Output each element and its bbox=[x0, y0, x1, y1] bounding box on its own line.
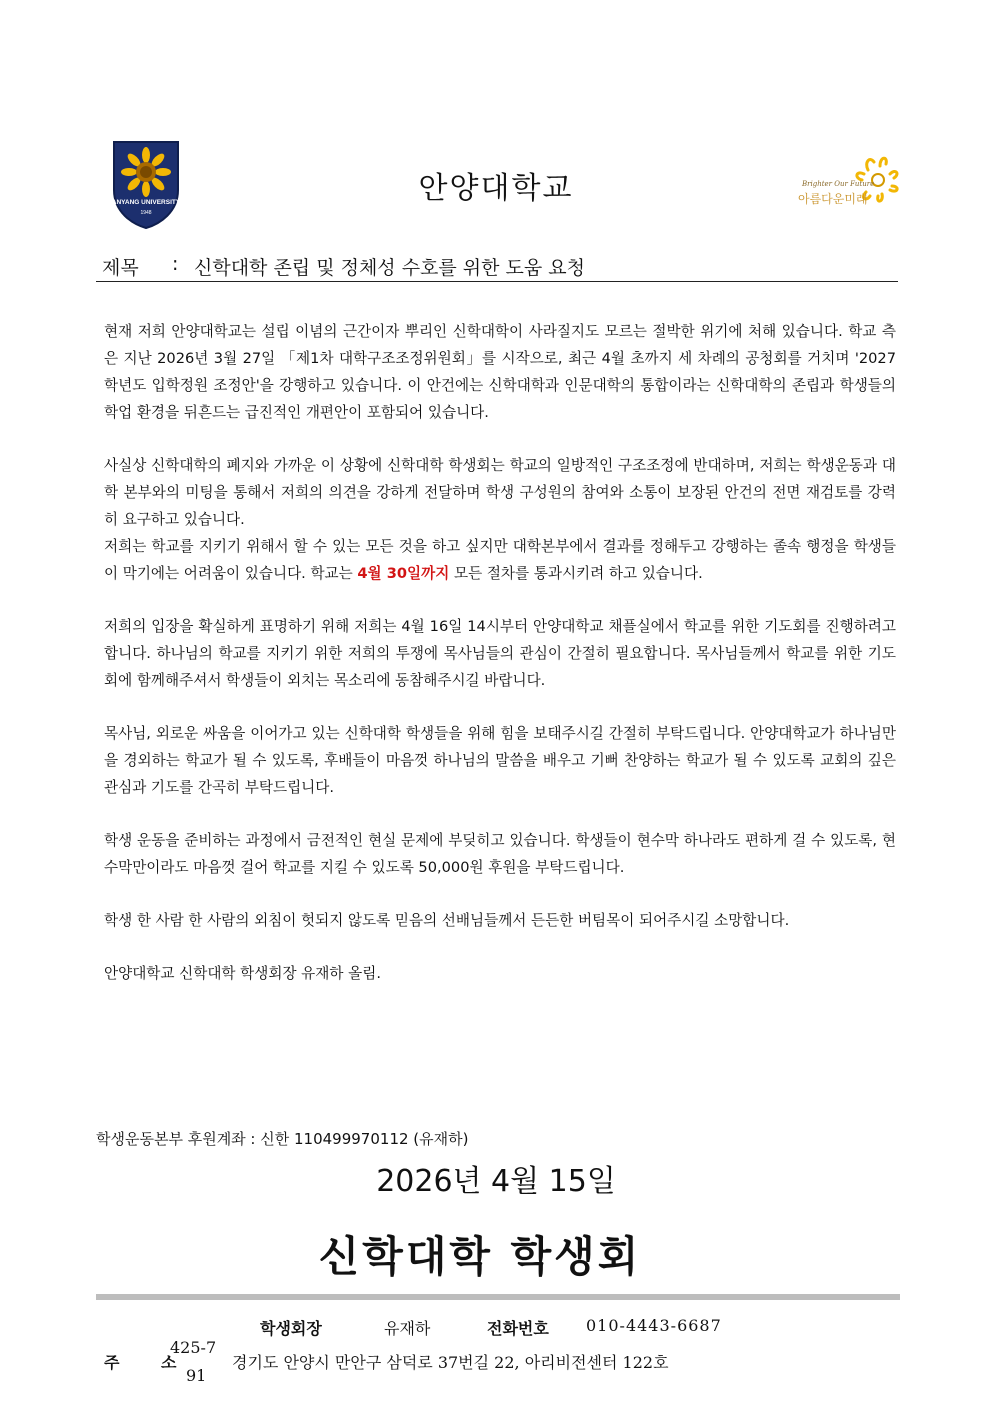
paragraph-2: 사실상 신학대학의 폐지와 가까운 이 상황에 신학대학 학생회는 학교의 일방적인 구조조정에 반대하며, 저희는 학생운동과 대학 본부와의 미팅을 통해서 저희의 의견을 강하게 전달하며 학생 구성원의 참여와 소통이 보장된 안건의 전면 재검토를 강력히 요구하고 있습니다. bbox=[104, 457, 896, 528]
zip-code-line-1: 425-7 bbox=[170, 1338, 217, 1357]
shield-logo-text: ANYANG UNIVERSITY bbox=[111, 199, 181, 206]
address-text: 경기도 안양시 만안구 삼덕로 37번길 22, 아리비전센터 122호 bbox=[232, 1353, 669, 1372]
university-title: 안양대학교 bbox=[418, 171, 574, 206]
paragraph-1: 현재 저희 안양대학교는 설립 이념의 근간이자 뿌리인 신학대학이 사라질지도 모르는 절박한 위기에 처해 있습니다. 학교 측은 지난 2026년 3월 27일 「제1차 대학구조조정위원회」를 시작으로, 최근 4월 초까지 세 차례의 공청회를 거치며 '2027학년도 입학정원 조정안'을 강행하고 있습니다. 이 안건에는 신학대학과 인문대학의 통합이라는 신학대학의 존립과 학생들의 학업 환경을 뒤흔드는 급진적인 개편안이 포함되어 있습니다. bbox=[104, 323, 896, 421]
paragraph-4: 저희의 입장을 확실하게 표명하기 위해 저희는 4월 16일 14시부터 안양대학교 채플실에서 학교를 위한 기도회를 진행하려고 합니다. 하나님의 학교를 지키기 위한 저희의 투쟁에 목사님들의 관심이 간절히 필요합니다. 목사님들께서 학교를 위한 기도회에 함께해주셔서 학생들이 외치는 목소리에 동참해주시길 바랍니다. bbox=[104, 618, 896, 689]
subject-row bbox=[96, 251, 898, 282]
letter-date: 2026년 4월 15일 bbox=[376, 1164, 616, 1199]
president-label: 학생회장 bbox=[260, 1319, 322, 1338]
slogan-small-text: Brighter Our Future bbox=[802, 180, 875, 188]
president-name: 유재하 bbox=[384, 1319, 431, 1338]
donation-account: 학생운동본부 후원계좌 : 신한 110499970112 (유재하) bbox=[96, 1130, 469, 1148]
paragraph-3 bbox=[96, 533, 896, 587]
signoff: 안양대학교 신학대학 학생회장 유재하 올림. bbox=[104, 965, 381, 982]
subject-label: 제목 bbox=[102, 257, 139, 279]
organization-name: 신학대학 학생회 bbox=[318, 1232, 642, 1281]
address-label: 주 소 bbox=[104, 1353, 195, 1372]
paragraph-3-text-before: 저희는 학교를 지키기 위해서 할 수 있는 모든 것을 하고 싶지만 대학본부에서 결과를 정해두고 강행하는 졸속 행정을 학생들이 막기에는 어려움이 있습니다. 학교는 bbox=[104, 538, 896, 582]
slogan-text: 아름다운미래 bbox=[798, 192, 868, 206]
shield-logo-year: 1948 bbox=[140, 210, 152, 216]
subject-colon: : bbox=[172, 253, 179, 275]
zip-code-line-2: 91 bbox=[186, 1366, 207, 1385]
subject-text: 신학대학 존립 및 정체성 수호를 위한 도움 요청 bbox=[194, 257, 586, 279]
paragraph-3-text-after: 모든 절차를 통과시키려 하고 있습니다. bbox=[449, 565, 703, 582]
paragraph-5: 목사님, 외로운 싸움을 이어가고 있는 신학대학 학생들을 위해 힘을 보태주시길 간절히 부탁드립니다. 안양대학교가 하나님만을 경외하는 학교가 될 수 있도록, 후배들이 마음껏 하나님의 말씀을 배우고 기뻐 찬양하는 학교가 될 수 있도록 교회의 깊은 관심과 기도를 간곡히 부탁드립니다. bbox=[104, 725, 896, 796]
phone-number: 010-4443-6687 bbox=[586, 1316, 722, 1335]
paragraph-6: 학생 운동을 준비하는 과정에서 금전적인 현실 문제에 부딪히고 있습니다. 학생들이 현수막 하나라도 편하게 걸 수 있도록, 현수막만이라도 마음껏 걸어 학교를 지킬 수 있도록 50,000원 후원을 부탁드립니다. bbox=[104, 832, 896, 876]
paragraph-7: 학생 한 사람 한 사람의 외침이 헛되지 않도록 믿음의 선배님들께서 든든한 버팀목이 되어주시길 소망합니다. bbox=[104, 912, 790, 929]
footer-divider bbox=[96, 1294, 900, 1300]
phone-label: 전화번호 bbox=[487, 1319, 549, 1338]
deadline-highlight: 4월 30일까지 bbox=[357, 565, 450, 582]
letter-body bbox=[96, 318, 896, 987]
